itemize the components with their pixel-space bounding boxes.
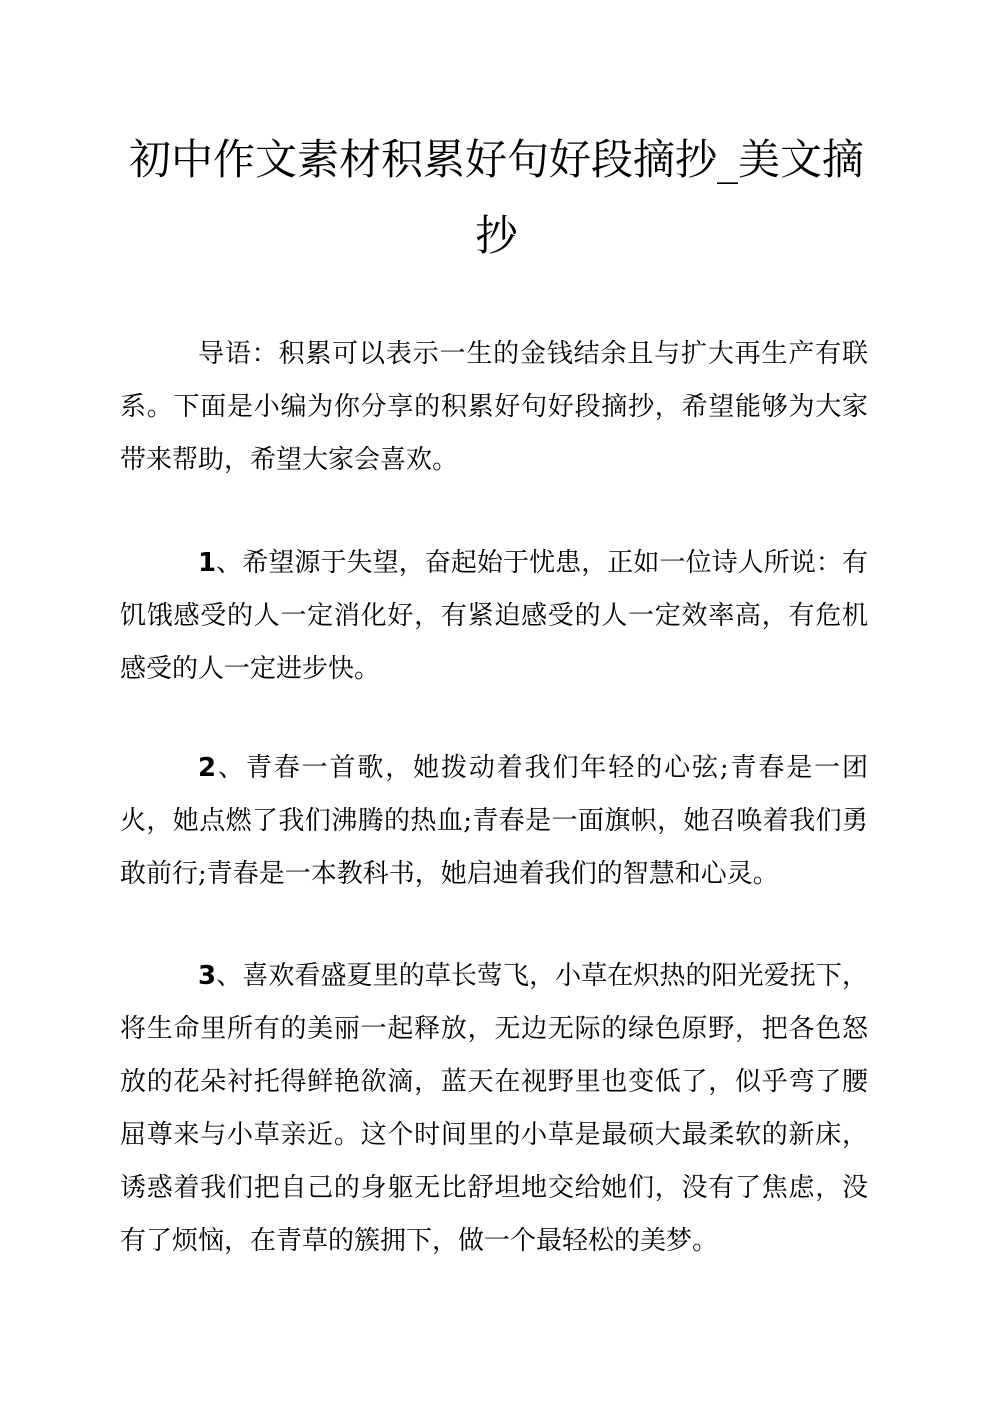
item-text-2: 、青春一首歌，她拨动着我们年轻的心弦;青春是一团火，她点燃了我们沸腾的热血;青春是一面旗帜，她召唤着我们勇敢前行;青春是一本教科书，她启迪着我们的智慧和心灵。 xyxy=(120,753,868,889)
item-number-2: 2 xyxy=(198,753,217,783)
item-paragraph-1 xyxy=(120,537,868,696)
item-number-1: 1 xyxy=(198,548,217,578)
item-paragraph-2 xyxy=(120,742,868,901)
item-text-1: 、希望源于失望，奋起始于忧患，正如一位诗人所说：有饥饿感受的人一定消化好，有紧迫感受的人一定效率高，有危机感受的人一定进步快。 xyxy=(120,548,868,684)
item-text-3: 、喜欢看盛夏里的草长莺飞，小草在炽热的阳光爱抚下，将生命里所有的美丽一起释放，无边无际的绿色原野，把各色怒放的花朵衬托得鲜艳欲滴，蓝天在视野里也变低了，似乎弯了腰屈尊来与小草亲近。这个时间里的小草是最硕大最柔软的新床，诱惑着我们把自己的身躯无比舒坦地交给她们，没有了焦虑，没有了烦恼，在青草的簇拥下，做一个最轻松的美梦。 xyxy=(120,961,868,1256)
intro-paragraph: 导语：积累可以表示一生的金钱结余且与扩大再生产有联系。下面是小编为你分享的积累好句好段摘抄，希望能够为大家带来帮助，希望大家会喜欢。 xyxy=(120,339,868,475)
document-title: 初中作文素材积累好句好段摘抄_美文摘抄 xyxy=(128,135,864,260)
item-paragraph-3 xyxy=(120,950,868,1268)
item-number-3: 3 xyxy=(198,961,217,991)
